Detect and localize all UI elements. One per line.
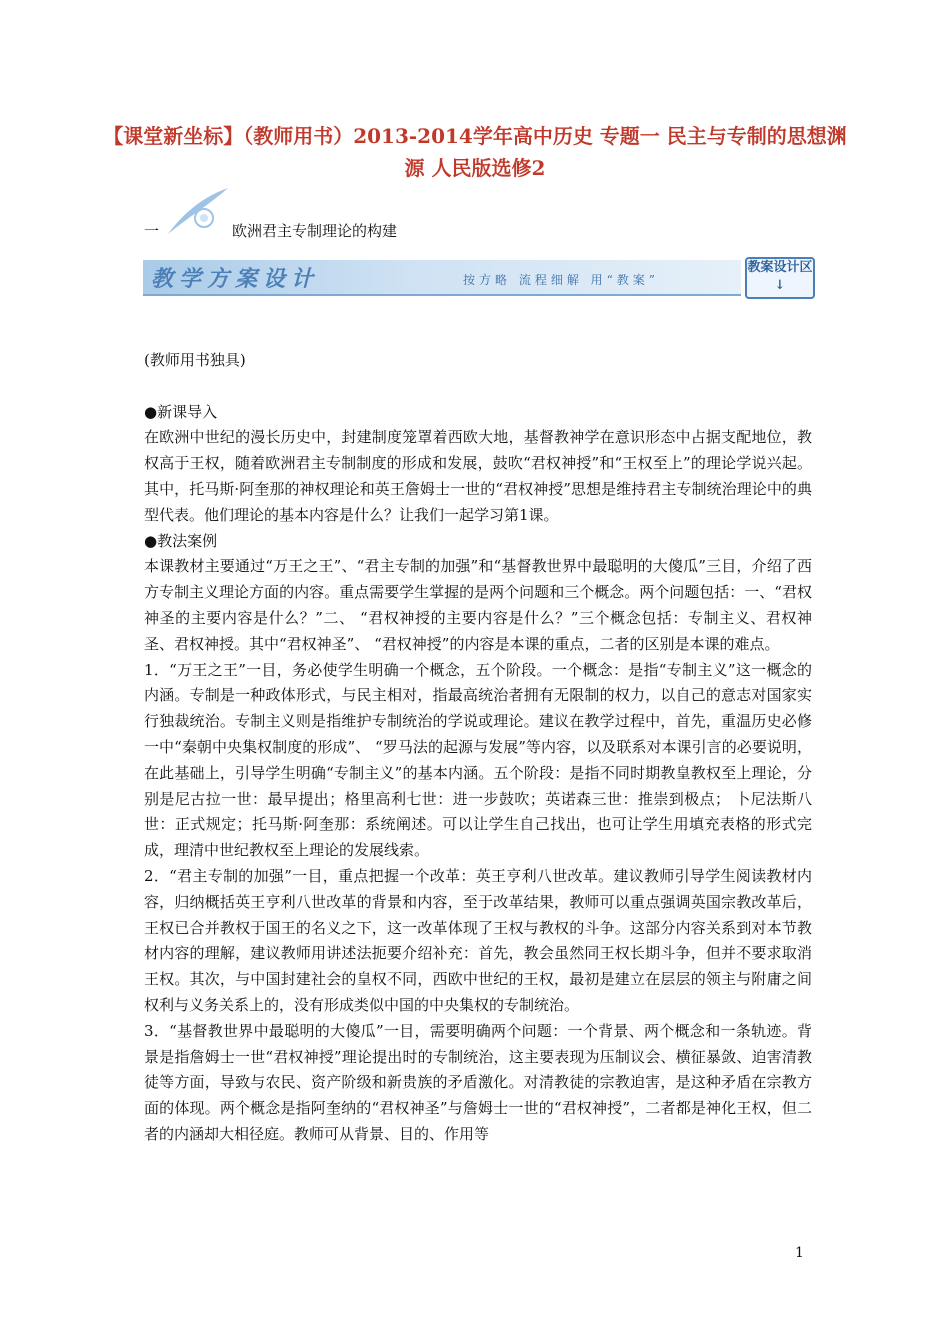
section-heading-intro: ●新课导入 xyxy=(144,402,218,421)
lesson-number: 一 xyxy=(144,222,160,240)
banner-box xyxy=(745,257,815,299)
lesson-title: 欧洲君主专制理论的构建 xyxy=(232,222,398,240)
section-heading-method: ●教法案例 xyxy=(144,531,218,550)
page-number: 1 xyxy=(795,1245,804,1261)
banner-subtitle: 按方略 流程细解 用“教案” xyxy=(463,273,659,287)
paragraph-point-1: 1．“万王之王”一目，务必使学生明确一个概念，五个阶段。一个概念：是指“专制主义”这一概念的内涵。专制是一种政体形式，与民主相对，指最高统治者拥有无限制的权力，以自己的意志对国家实行独裁统治。专制主义则是指维护专制统治的学说或理论。建议在教学过程中，首先，重温历史必修一中“秦朝中央集权制度的形成”、 “罗马法的起源与发展”等内容，以及联系对本课引言的必要说明，在此基础上，引导学生明确“专制主义”的基本内涵。五个阶段：是指不同时期教皇教权至上理论，分别是尼古拉一世：最早提出；格里高利七世：进一步鼓吹；英诺森三世：推崇到极点； 卜尼法斯八世：正式规定；托马斯·阿奎那：系统阐述。可以让学生自己找出，也可让学生用填充表格的形式完成，理清中世纪教权至上理论的发展线索。 xyxy=(144,660,812,860)
paragraph-method: 本课教材主要通过“万王之王”、“君主专制的加强”和“基督教世界中最聪明的大傻瓜”三目，介绍了西方专制主义理论方面的内容。重点需要学生掌握的是两个问题和三个概念。两个问题包括：一、“君权神圣的主要内容是什么？”二、 “君权神授的主要内容是什么？”三个概念包括：专制主义、君权神圣、君权神授。其中“君权神圣”、 “君权神授”的内容是本课的重点，二者的区别是本课的难点。 xyxy=(144,557,812,653)
paragraph-intro: 在欧洲中世纪的漫长历史中，封建制度笼罩着西欧大地，基督教神学在意识形态中占据支配地位，教权高于王权，随着欧洲君主专制制度的形成和发展，鼓吹“君权神授”和“王权至上”的理论学说兴起。其中，托马斯·阿奎那的神权理论和英王詹姆士一世的“君权神授”思想是维持君主专制统治理论中的典型代表。他们理论的基本内容是什么？让我们一起学习第1课。 xyxy=(144,428,812,524)
teacher-note: (教师用书独具) xyxy=(144,351,246,369)
banner-box-label: 教案设计区↓ xyxy=(747,260,813,293)
banner-title: 教学方案设计 xyxy=(151,266,320,292)
section-banner xyxy=(143,257,815,297)
paper-plane-icon xyxy=(160,186,230,238)
paragraph-point-2: 2．“君主专制的加强”一目，重点把握一个改革：英王亨利八世改革。建议教师引导学生阅读教材内容，归纳概括英王亨利八世改革的背景和内容，至于改革结果，教师可以重点强调英国宗教改革后，王权已合并教权于国王的名义之下，这一改革体现了王权与教权的斗争。这部分内容关系到对本节教材内容的理解，建议教师用讲述法扼要介绍补充：首先，教会虽然同王权长期斗争，但并不要求取消王权。其次，与中国封建社会的皇权不同，西欧中世纪的王权，最初是建立在层层的领主与附庸之间权利与义务关系上的，没有形成类似中国的中央集权的专制统治。 xyxy=(144,866,812,1014)
paragraph-point-3: 3．“基督教世界中最聪明的大傻瓜”一目，需要明确两个问题：一个背景、两个概念和一条轨迹。背景是指詹姆士一世“君权神授”理论提出时的专制统治，这主要表现为压制议会、横征暴敛、迫害清教徒等方面，导致与农民、资产阶级和新贵族的矛盾激化。对清教徒的宗教迫害，是这种矛盾在宗教方面的体现。两个概念是指阿奎纳的“君权神圣”与詹姆士一世的“君权神授”，二者都是神化王权，但二者的内涵却大相径庭。教师可从背景、目的、作用等 xyxy=(144,1021,812,1143)
document-title: 【课堂新坐标】（教师用书）2013-2014学年高中历史 专题一 民主与专制的思想渊源 人民版选修2 xyxy=(103,124,847,180)
body-content xyxy=(144,348,812,1148)
